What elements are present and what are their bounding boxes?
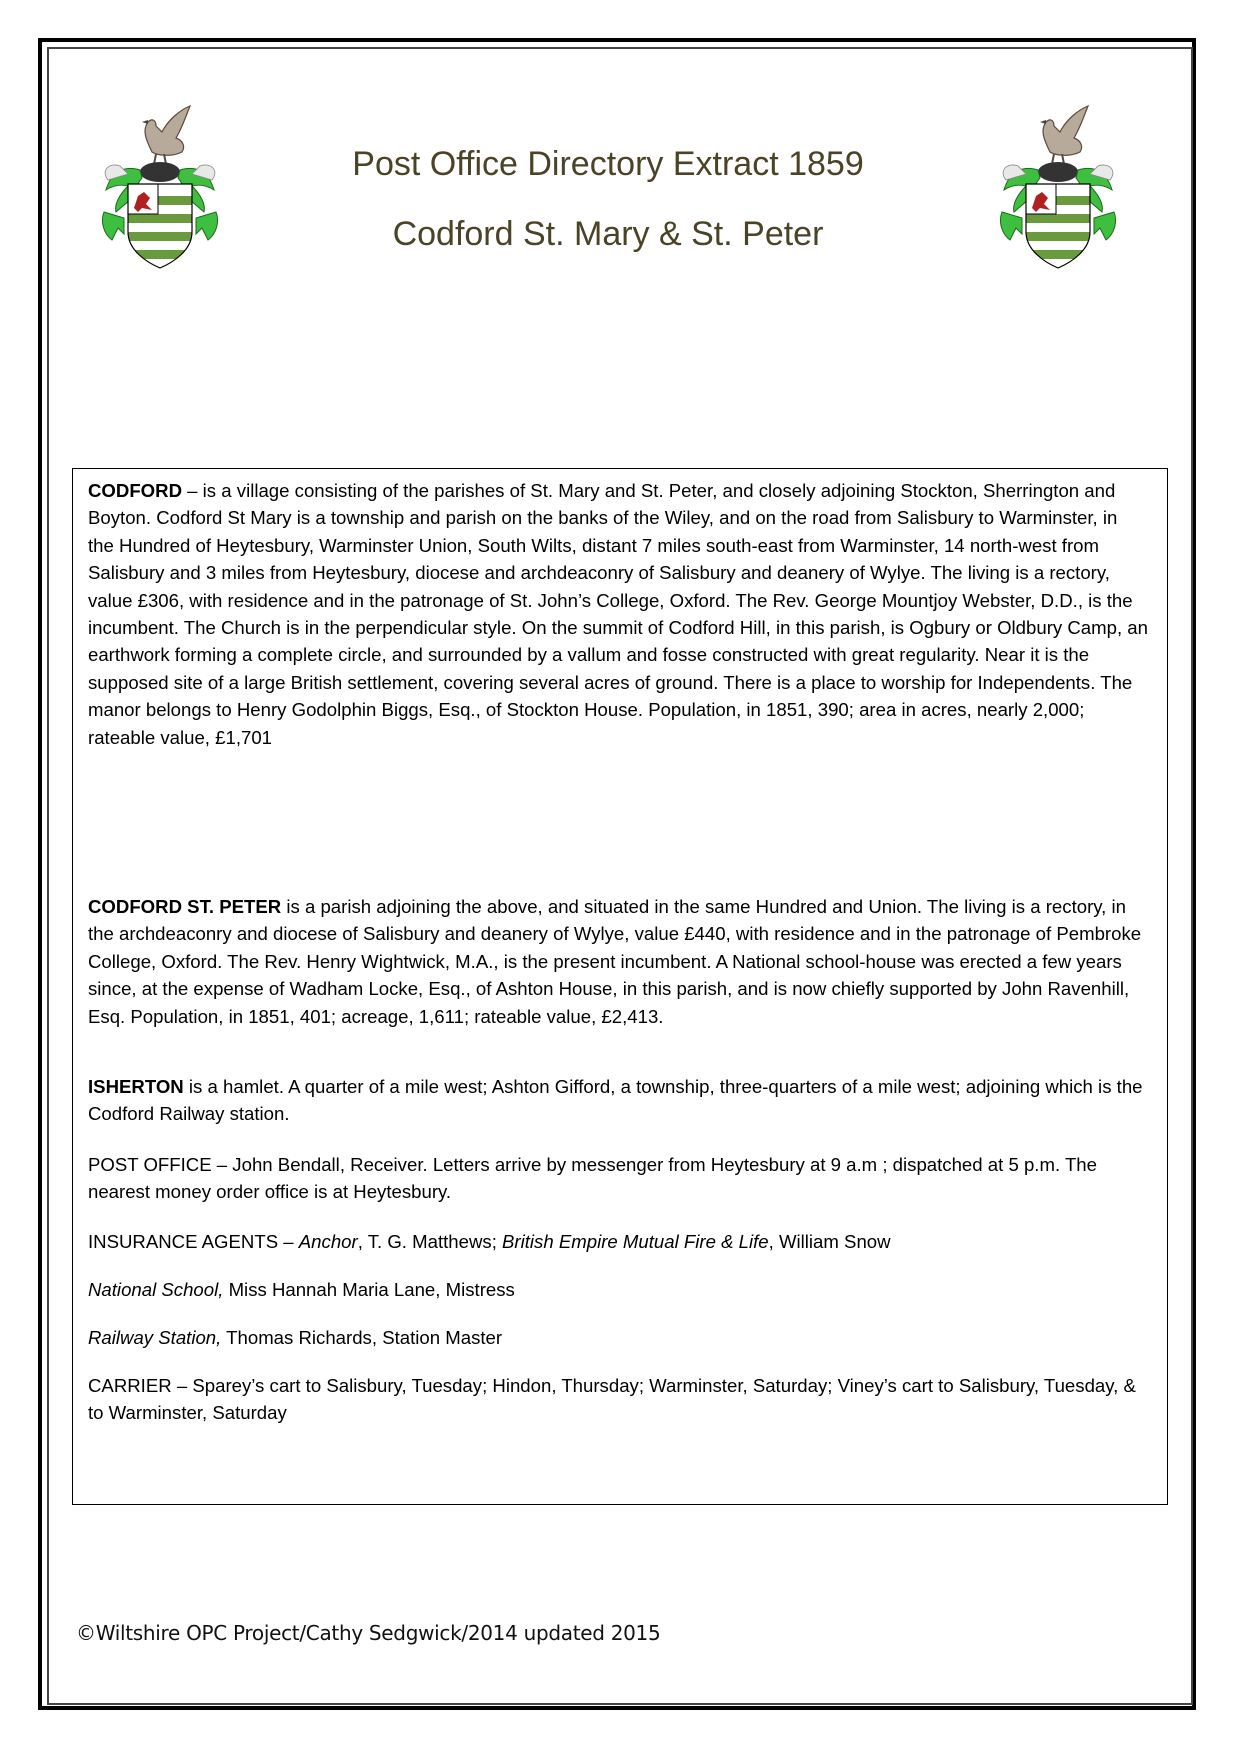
text-post-office: POST OFFICE – John Bendall, Receiver. Letters arrive by messenger from Heytesbury at 9 a.m ; dispatched at 5 p.m. The nearest money order office is at Heytesbury. bbox=[88, 1154, 1097, 1203]
paragraph-codford bbox=[88, 477, 1148, 751]
insurance-prefix: INSURANCE AGENTS – bbox=[88, 1231, 299, 1252]
paragraph-school bbox=[88, 1276, 1148, 1303]
text-isherton: is a hamlet. A quarter of a mile west; Ashton Gifford, a township, three-quarters of a mile west; adjoining which is the Codford Railway station. bbox=[88, 1076, 1143, 1125]
copyright-footer: ©Wiltshire OPC Project/Cathy Sedgwick/2014 updated 2015 bbox=[76, 1621, 661, 1645]
paragraph-railway bbox=[88, 1324, 1148, 1351]
railway-text: Thomas Richards, Station Master bbox=[221, 1327, 503, 1348]
text-carrier: CARRIER – Sparey’s cart to Salisbury, Tuesday; Hindon, Thursday; Warminster, Saturday; Viney’s cart to Salisbury, Tuesday, & to Warminster, Saturday bbox=[88, 1375, 1136, 1424]
insurance-agent-1: , T. G. Matthews; bbox=[357, 1231, 503, 1252]
insurance-agent-2: , William Snow bbox=[768, 1231, 891, 1252]
school-text: Miss Hannah Maria Lane, Mistress bbox=[223, 1279, 515, 1300]
heading-st-peter: CODFORD ST. PETER bbox=[88, 896, 282, 917]
paragraph-carrier bbox=[88, 1372, 1148, 1427]
text-codford: – is a village consisting of the parishes of St. Mary and St. Peter, and closely adjoining Stockton, Sherrington and Boyton. Codford St Mary is a township and parish on the banks of the Wiley, and on the road from Salisbury to Warminster, in the Hundred of Heytesbury, Warminster Union, South Wilts, distant 7 miles south-east from Warminster, 14 north-west from Salisbury and 3 miles from Heytesbury, diocese and archdeaconry of Salisbury and deanery of Wylye. The living is a rectory, value £306, with residence and in the patronage of St. John’s College, Oxford. The Rev. George Mountjoy Webster, D.D., is the incumbent. The Church is in the perpendicular style. On the summit of Codford Hill, in this parish, is Ogbury or Oldbury Camp, an earthwork forming a complete circle, and surrounded by a vallum and fosse constructed with great regularity. Near it is the supposed site of a large British settlement, covering several acres of ground. There is a place to worship for Independents. The manor belongs to Henry Godolphin Biggs, Esq., of Stockton House. Population, in 1851, 390; area in acres, nearly 2,000; rateable value, £1,701 bbox=[88, 480, 1148, 748]
paragraph-st-peter bbox=[88, 893, 1148, 1030]
page-title: Post Office Directory Extract 1859 bbox=[352, 145, 864, 183]
school-label: National School, bbox=[88, 1279, 224, 1300]
paragraph-insurance bbox=[88, 1228, 1148, 1255]
text-st-peter: is a parish adjoining the above, and situated in the same Hundred and Union. The living is a rectory, in the archdeaconry and diocese of Salisbury and deanery of Wylye, value £440, with residence and in the patronage of Pembroke College, Oxford. The Rev. Henry Wightwick, M.A., is the present incumbent. A National school-house was erected a few years since, at the expense of Wadham Locke, Esq., of Ashton House, in this parish, and is now chiefly supported by John Ravenhill, Esq. Population, in 1851, 401; acreage, 1,611; rateable value, £2,413. bbox=[88, 896, 1142, 1027]
railway-label: Railway Station, bbox=[88, 1327, 222, 1348]
heading-isherton: ISHERTON bbox=[88, 1076, 184, 1097]
page-subtitle: Codford St. Mary & St. Peter bbox=[392, 215, 824, 253]
paragraph-isherton bbox=[88, 1073, 1148, 1128]
insurance-company-2: British Empire Mutual Fire & Life bbox=[502, 1231, 769, 1252]
paragraph-post-office bbox=[88, 1151, 1148, 1206]
heading-codford: CODFORD bbox=[88, 480, 182, 501]
insurance-company-1: Anchor bbox=[298, 1231, 358, 1252]
